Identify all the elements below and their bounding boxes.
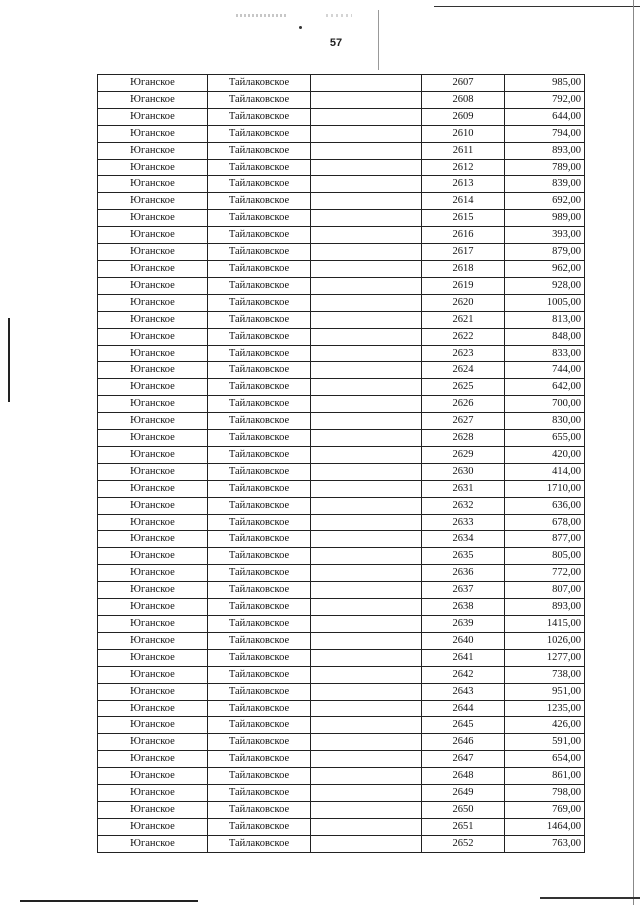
field-cell: Тайлаковское [208,159,311,176]
empty-cell [311,328,422,345]
empty-cell [311,514,422,531]
value-cell: 692,00 [505,193,585,210]
table-row [98,599,585,616]
number-cell: 2652 [422,835,505,852]
value-cell: 794,00 [505,125,585,142]
table-row [98,446,585,463]
deposit-cell: Юганское [98,683,208,700]
number-cell: 2638 [422,599,505,616]
number-cell: 2639 [422,616,505,633]
table-row [98,311,585,328]
value-cell: 830,00 [505,413,585,430]
empty-cell [311,142,422,159]
number-cell: 2641 [422,649,505,666]
empty-cell [311,176,422,193]
field-cell: Тайлаковское [208,210,311,227]
value-cell: 769,00 [505,801,585,818]
table-row [98,565,585,582]
empty-cell [311,666,422,683]
deposit-cell: Юганское [98,666,208,683]
field-cell: Тайлаковское [208,801,311,818]
number-cell: 2615 [422,210,505,227]
table-row [98,125,585,142]
table-row [98,277,585,294]
field-cell: Тайлаковское [208,311,311,328]
deposit-cell: Юганское [98,717,208,734]
value-cell: 654,00 [505,751,585,768]
value-cell: 1235,00 [505,700,585,717]
table-row [98,260,585,277]
table-body [98,75,585,853]
table-row [98,244,585,261]
number-cell: 2622 [422,328,505,345]
data-table [97,74,585,853]
scan-right-edge [633,0,634,905]
field-cell: Тайлаковское [208,734,311,751]
value-cell: 928,00 [505,277,585,294]
value-cell: 792,00 [505,91,585,108]
deposit-cell: Юганское [98,430,208,447]
value-cell: 989,00 [505,210,585,227]
number-cell: 2650 [422,801,505,818]
table-row [98,430,585,447]
deposit-cell: Юганское [98,294,208,311]
scan-noise [236,14,288,17]
deposit-cell: Юганское [98,277,208,294]
number-cell: 2614 [422,193,505,210]
number-cell: 2611 [422,142,505,159]
table-row [98,210,585,227]
field-cell: Тайлаковское [208,142,311,159]
table-row [98,497,585,514]
table-row [98,801,585,818]
value-cell: 1710,00 [505,480,585,497]
number-cell: 2628 [422,430,505,447]
value-cell: 1005,00 [505,294,585,311]
number-cell: 2623 [422,345,505,362]
number-cell: 2617 [422,244,505,261]
field-cell: Тайлаковское [208,548,311,565]
value-cell: 805,00 [505,548,585,565]
page-number: 57 [329,37,343,49]
deposit-cell: Юганское [98,142,208,159]
field-cell: Тайлаковское [208,413,311,430]
value-cell: 813,00 [505,311,585,328]
field-cell: Тайлаковское [208,244,311,261]
number-cell: 2607 [422,75,505,92]
value-cell: 655,00 [505,430,585,447]
number-cell: 2621 [422,311,505,328]
value-cell: 1026,00 [505,632,585,649]
field-cell: Тайлаковское [208,514,311,531]
value-cell: 426,00 [505,717,585,734]
field-cell: Тайлаковское [208,108,311,125]
table-row [98,531,585,548]
deposit-cell: Юганское [98,616,208,633]
number-cell: 2648 [422,768,505,785]
value-cell: 833,00 [505,345,585,362]
empty-cell [311,497,422,514]
deposit-cell: Юганское [98,362,208,379]
number-cell: 2626 [422,396,505,413]
deposit-cell: Юганское [98,514,208,531]
deposit-cell: Юганское [98,193,208,210]
table-row [98,176,585,193]
empty-cell [311,277,422,294]
deposit-cell: Юганское [98,548,208,565]
value-cell: 807,00 [505,582,585,599]
number-cell: 2644 [422,700,505,717]
empty-cell [311,210,422,227]
deposit-cell: Юганское [98,379,208,396]
field-cell: Тайлаковское [208,75,311,92]
empty-cell [311,801,422,818]
table-row [98,480,585,497]
field-cell: Тайлаковское [208,700,311,717]
value-cell: 700,00 [505,396,585,413]
field-cell: Тайлаковское [208,582,311,599]
deposit-cell: Юганское [98,125,208,142]
field-cell: Тайлаковское [208,768,311,785]
number-cell: 2651 [422,818,505,835]
deposit-cell: Юганское [98,210,208,227]
table-row [98,91,585,108]
empty-cell [311,379,422,396]
field-cell: Тайлаковское [208,818,311,835]
table-row [98,413,585,430]
top-rule [434,6,640,7]
field-cell: Тайлаковское [208,176,311,193]
deposit-cell: Юганское [98,75,208,92]
empty-cell [311,717,422,734]
empty-cell [311,108,422,125]
table-row [98,768,585,785]
number-cell: 2627 [422,413,505,430]
empty-cell [311,159,422,176]
number-cell: 2624 [422,362,505,379]
value-cell: 738,00 [505,666,585,683]
table-row [98,362,585,379]
deposit-cell: Юганское [98,582,208,599]
table-row [98,717,585,734]
number-cell: 2649 [422,785,505,802]
value-cell: 393,00 [505,227,585,244]
deposit-cell: Юганское [98,700,208,717]
deposit-cell: Юганское [98,159,208,176]
table-row [98,818,585,835]
empty-cell [311,649,422,666]
deposit-cell: Юганское [98,108,208,125]
value-cell: 678,00 [505,514,585,531]
table-row [98,632,585,649]
number-cell: 2640 [422,632,505,649]
empty-cell [311,396,422,413]
empty-cell [311,125,422,142]
empty-cell [311,463,422,480]
number-cell: 2609 [422,108,505,125]
table-row [98,294,585,311]
deposit-cell: Юганское [98,311,208,328]
table-row [98,835,585,852]
empty-cell [311,768,422,785]
number-cell: 2616 [422,227,505,244]
field-cell: Тайлаковское [208,277,311,294]
table-row [98,700,585,717]
value-cell: 644,00 [505,108,585,125]
field-cell: Тайлаковское [208,396,311,413]
number-cell: 2620 [422,294,505,311]
field-cell: Тайлаковское [208,717,311,734]
table-row [98,396,585,413]
number-cell: 2635 [422,548,505,565]
field-cell: Тайлаковское [208,125,311,142]
table-row [98,159,585,176]
table-row [98,379,585,396]
empty-cell [311,531,422,548]
field-cell: Тайлаковское [208,328,311,345]
table-row [98,514,585,531]
field-cell: Тайлаковское [208,683,311,700]
table-row [98,666,585,683]
value-cell: 798,00 [505,785,585,802]
field-cell: Тайлаковское [208,835,311,852]
number-cell: 2625 [422,379,505,396]
field-cell: Тайлаковское [208,531,311,548]
field-cell: Тайлаковское [208,751,311,768]
deposit-cell: Юганское [98,227,208,244]
value-cell: 962,00 [505,260,585,277]
deposit-cell: Юганское [98,328,208,345]
empty-cell [311,244,422,261]
empty-cell [311,548,422,565]
field-cell: Тайлаковское [208,91,311,108]
value-cell: 1277,00 [505,649,585,666]
field-cell: Тайлаковское [208,260,311,277]
number-cell: 2633 [422,514,505,531]
deposit-cell: Юганское [98,632,208,649]
value-cell: 893,00 [505,142,585,159]
deposit-cell: Юганское [98,599,208,616]
empty-cell [311,835,422,852]
number-cell: 2647 [422,751,505,768]
deposit-cell: Юганское [98,244,208,261]
table-row [98,582,585,599]
value-cell: 744,00 [505,362,585,379]
empty-cell [311,785,422,802]
field-cell: Тайлаковское [208,480,311,497]
empty-cell [311,818,422,835]
value-cell: 763,00 [505,835,585,852]
table-row [98,193,585,210]
value-cell: 839,00 [505,176,585,193]
table-row [98,734,585,751]
table-row [98,683,585,700]
field-cell: Тайлаковское [208,497,311,514]
deposit-cell: Юганское [98,413,208,430]
field-cell: Тайлаковское [208,565,311,582]
value-cell: 772,00 [505,565,585,582]
number-cell: 2630 [422,463,505,480]
field-cell: Тайлаковское [208,193,311,210]
empty-cell [311,565,422,582]
empty-cell [311,446,422,463]
number-cell: 2636 [422,565,505,582]
deposit-cell: Юганское [98,751,208,768]
empty-cell [311,193,422,210]
table-row [98,108,585,125]
empty-cell [311,480,422,497]
scan-noise [326,14,352,17]
empty-cell [311,683,422,700]
deposit-cell: Юганское [98,768,208,785]
scan-bottom-rule [20,900,198,902]
empty-cell [311,599,422,616]
deposit-cell: Юганское [98,497,208,514]
number-cell: 2646 [422,734,505,751]
value-cell: 893,00 [505,599,585,616]
number-cell: 2619 [422,277,505,294]
empty-cell [311,311,422,328]
field-cell: Тайлаковское [208,616,311,633]
empty-cell [311,362,422,379]
number-cell: 2632 [422,497,505,514]
empty-cell [311,413,422,430]
number-cell: 2645 [422,717,505,734]
scan-bottom-rule [540,897,640,899]
empty-cell [311,632,422,649]
value-cell: 1415,00 [505,616,585,633]
number-cell: 2608 [422,91,505,108]
table-row [98,548,585,565]
deposit-cell: Юганское [98,801,208,818]
deposit-cell: Юганское [98,531,208,548]
field-cell: Тайлаковское [208,785,311,802]
deposit-cell: Юганское [98,649,208,666]
value-cell: 789,00 [505,159,585,176]
table-row [98,345,585,362]
field-cell: Тайлаковское [208,379,311,396]
empty-cell [311,751,422,768]
table-row [98,751,585,768]
number-cell: 2634 [422,531,505,548]
empty-cell [311,75,422,92]
table-row [98,463,585,480]
field-cell: Тайлаковское [208,666,311,683]
deposit-cell: Юганское [98,480,208,497]
table-row [98,649,585,666]
empty-cell [311,616,422,633]
number-cell: 2613 [422,176,505,193]
value-cell: 848,00 [505,328,585,345]
table-row [98,616,585,633]
deposit-cell: Юганское [98,176,208,193]
field-cell: Тайлаковское [208,294,311,311]
field-cell: Тайлаковское [208,649,311,666]
field-cell: Тайлаковское [208,227,311,244]
deposit-cell: Юганское [98,818,208,835]
number-cell: 2643 [422,683,505,700]
empty-cell [311,345,422,362]
table-row [98,328,585,345]
empty-cell [311,227,422,244]
deposit-cell: Юганское [98,446,208,463]
empty-cell [311,294,422,311]
empty-cell [311,260,422,277]
field-cell: Тайлаковское [208,463,311,480]
field-cell: Тайлаковское [208,632,311,649]
field-cell: Тайлаковское [208,446,311,463]
value-cell: 420,00 [505,446,585,463]
number-cell: 2629 [422,446,505,463]
deposit-cell: Юганское [98,734,208,751]
field-cell: Тайлаковское [208,362,311,379]
field-cell: Тайлаковское [208,599,311,616]
value-cell: 985,00 [505,75,585,92]
number-cell: 2642 [422,666,505,683]
field-cell: Тайлаковское [208,430,311,447]
empty-cell [311,582,422,599]
scan-left-margin-mark [8,318,10,402]
deposit-cell: Юганское [98,345,208,362]
value-cell: 642,00 [505,379,585,396]
value-cell: 879,00 [505,244,585,261]
empty-cell [311,734,422,751]
number-cell: 2618 [422,260,505,277]
value-cell: 877,00 [505,531,585,548]
deposit-cell: Юганское [98,565,208,582]
deposit-cell: Юганское [98,835,208,852]
table-row [98,785,585,802]
value-cell: 414,00 [505,463,585,480]
value-cell: 636,00 [505,497,585,514]
empty-cell [311,700,422,717]
deposit-cell: Юганское [98,463,208,480]
deposit-cell: Юганское [98,785,208,802]
table-row [98,142,585,159]
value-cell: 1464,00 [505,818,585,835]
table-row [98,227,585,244]
number-cell: 2631 [422,480,505,497]
table-row [98,75,585,92]
number-cell: 2637 [422,582,505,599]
deposit-cell: Юганское [98,260,208,277]
scan-dot [299,26,302,29]
deposit-cell: Юганское [98,396,208,413]
number-cell: 2610 [422,125,505,142]
empty-cell [311,430,422,447]
value-cell: 951,00 [505,683,585,700]
number-cell: 2612 [422,159,505,176]
field-cell: Тайлаковское [208,345,311,362]
value-cell: 591,00 [505,734,585,751]
deposit-cell: Юганское [98,91,208,108]
empty-cell [311,91,422,108]
value-cell: 861,00 [505,768,585,785]
